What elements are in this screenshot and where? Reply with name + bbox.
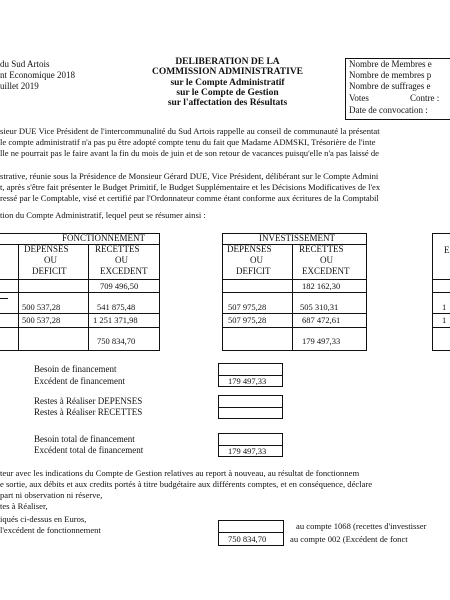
title-line-3: sur le Compte Administratif xyxy=(170,77,285,88)
title-line-4: sur le Compte de Gestion xyxy=(176,87,279,98)
footer-line-3: part ni observation ni réserve, xyxy=(0,490,103,500)
invest-title: INVESTISSEMENT xyxy=(259,233,335,243)
excedent-total-value: 179 497,33 xyxy=(228,446,267,456)
paragraph-1-line-3: lle ne pourrait pas le faire avant la fin du mois de juin et de son retour de vacances puisqu'elle n'a pas laissé de xyxy=(0,148,379,158)
members-line-3: Nombre de suffrages e xyxy=(349,81,431,91)
ensemble-r2: 1 xyxy=(442,302,447,312)
invest-r1-c2: 182 162,30 xyxy=(302,281,341,291)
invest-r3-c1: 507 975,28 xyxy=(228,315,267,325)
paragraph-1-line-2: le compte administratif n'a pas pu être adopté compte tenu du fait que Madame ADMSKI, Trésorière de l'inte xyxy=(0,137,376,147)
besoin-financement: Besoin de financement xyxy=(34,364,117,374)
fonct-col2-h1: RECETTES xyxy=(95,244,140,254)
invest-col1-h1: DEPENSES xyxy=(227,244,272,254)
compte-1068: au compte 1068 (recettes d'investisser xyxy=(296,521,427,531)
paragraph-2-line-1: strative, réunie sous la Présidence de Monsieur Gérard DUE, Vice Président, délibérant sur le Compte Admini xyxy=(0,171,379,181)
footer-line-6: l'excédent de fonctionnement xyxy=(0,525,101,535)
invest-r3-c2: 687 472,61 xyxy=(302,315,341,325)
ensemble-r3: 1 xyxy=(442,315,447,325)
fonct-col1-h3: DEFICIT xyxy=(32,266,67,276)
title-line-2: COMMISSION ADMINISTRATIVE xyxy=(151,67,304,78)
rar-recettes: Restes à Réaliser RECETTES xyxy=(34,407,143,417)
invest-r4-c2: 179 497,33 xyxy=(302,336,341,346)
members-contre: Contre : xyxy=(410,93,440,103)
fonct-col2-h3: EXCEDENT xyxy=(100,266,148,276)
paragraph-3: tion du Compte Administratif, lequel peut se résumer ainsi : xyxy=(0,210,206,220)
besoin-total: Besoin total de financement xyxy=(34,434,135,444)
value-002: 750 834,70 xyxy=(228,534,267,544)
fonct-r2-c2: 541 875,48 xyxy=(97,302,136,312)
header-left-line1: du Sud Artois xyxy=(0,59,50,69)
paragraph-2-line-3: ressé par le Comptable, visé et certifié par l'Ordonnateur comme étant conforme aux écritures de la Comptabil xyxy=(0,193,379,203)
document-title xyxy=(120,57,335,108)
fonct-r4-c2: 750 834,70 xyxy=(97,336,136,346)
title-line-1: DELIBERATION DE LA xyxy=(175,57,280,67)
invest-r2-c1: 507 975,28 xyxy=(228,302,267,312)
fonct-r3-c2: 1 251 371,98 xyxy=(93,315,138,325)
fonct-r1-c2: 709 496,50 xyxy=(100,281,139,291)
invest-r2-c2: 505 310,31 xyxy=(300,302,339,312)
excedent-value: 179 497,33 xyxy=(228,376,267,386)
invest-col1-h3: DEFICIT xyxy=(236,266,271,276)
footer-line-4: tes à Réaliser, xyxy=(0,501,48,511)
excedent-total: Excédent total de financement xyxy=(34,445,144,455)
excedent-financement: Excédent de financement xyxy=(34,376,125,386)
title-line-5: sur l'affectation des Résultats xyxy=(167,98,288,108)
footer-line-1: teur avec les indications du Compte de Gestion relatives au report à nouveau, au résultat de fonctionnem xyxy=(0,468,360,478)
paragraph-2-line-2: t, après s'être fait présenter le Budget Primitif, le Budget Supplémentaire et les Décisions Modificatives de l'ex xyxy=(0,182,381,192)
invest-col1-h2: OU xyxy=(250,255,263,265)
footer-line-5: iqués ci-dessus en Euros, xyxy=(0,514,87,524)
compte-002: au compte 002 (Excédent de fonct xyxy=(290,534,408,544)
invest-col2-h2: OU xyxy=(320,255,333,265)
members-line-1: Nombre de Membres e xyxy=(349,59,432,69)
footer-line-2: e sortie, aux débits et aux credits portés à titre budgétaire aux différents comptes, et en conséquence, déclare xyxy=(0,479,373,489)
header-left-line3: uillet 2019 xyxy=(0,81,39,91)
fonct-col1-h1: DEPENSES xyxy=(24,244,69,254)
members-votes: Votes xyxy=(349,93,369,103)
fonct-r3-c1: 500 537,28 xyxy=(22,315,61,325)
members-line-2: Nombre de membres p xyxy=(349,70,432,80)
ensemble-title: E xyxy=(444,245,450,255)
fonct-r2-c1: 500 537,28 xyxy=(22,302,61,312)
members-convocation: Date de convocation : xyxy=(349,105,428,115)
fonct-col1-h2: OU xyxy=(44,255,57,265)
invest-col2-h3: EXCEDENT xyxy=(302,266,350,276)
rar-depenses: Restes à Réaliser DEPENSES xyxy=(34,396,143,406)
fonct-title: FONCTIONNEMENT xyxy=(62,233,145,243)
header-left-line2: nt Economique 2018 xyxy=(0,70,75,80)
paragraph-1-line-1: sieur DUE Vice Président de l'intercommunalité du Sud Artois rappelle au conseil de communauté la présentat xyxy=(0,126,380,136)
invest-col2-h1: RECETTES xyxy=(299,244,344,254)
fonct-col2-h2: OU xyxy=(115,255,128,265)
